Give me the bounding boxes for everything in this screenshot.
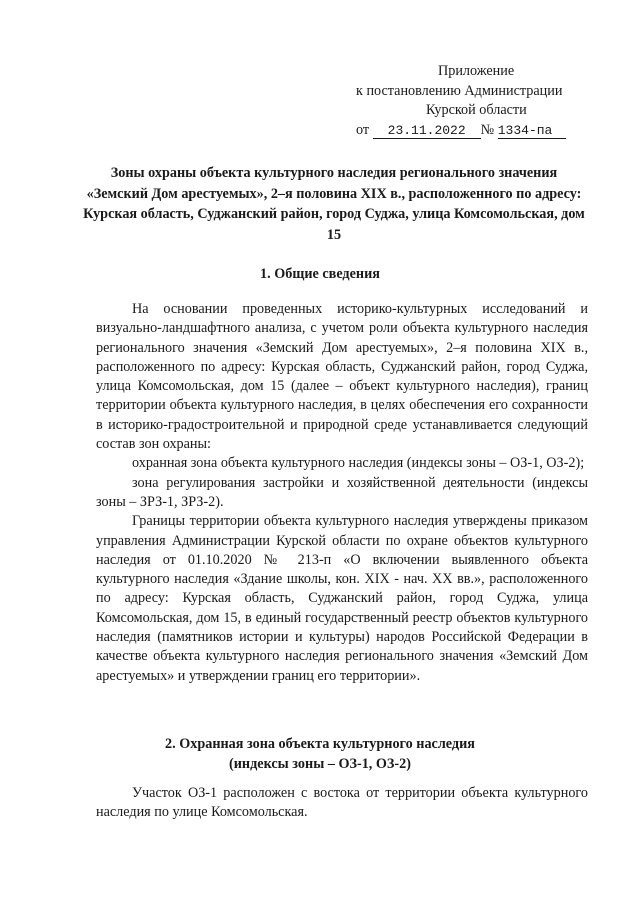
from-label: от <box>356 121 370 138</box>
section1-body <box>96 300 588 686</box>
appendix-resolution: к постановлению Администрации <box>356 82 563 99</box>
number-label: № <box>480 121 495 138</box>
appendix-block <box>356 62 596 140</box>
section1-paragraph-2: охранная зона объекта культурного наследия (индексы зоны – ОЗ-1, ОЗ-2); <box>132 455 585 472</box>
appendix-date-line <box>356 121 596 141</box>
section2-body <box>96 784 588 823</box>
appendix-region: Курской области <box>426 102 527 118</box>
section2-heading-line1: 2. Охранная зона объекта культурного наследия <box>165 736 475 752</box>
section1-heading: 1. Общие сведения <box>260 266 380 282</box>
appendix-title: Приложение <box>438 63 515 79</box>
section2-heading <box>0 734 640 774</box>
document-date: 23.11.2022 <box>373 123 481 139</box>
section1-paragraph-3: зона регулирования застройки и хозяйственной деятельности (индексы зоны – ЗРЗ-1, ЗРЗ-2). <box>96 474 588 510</box>
document-number: 1334-па <box>498 123 566 139</box>
document-title: Зоны охраны объекта культурного наследия регионального значения «Земский Дом арестуемых», 2–я половина XIX в., расположенного по адресу: Курская область, Суджанский район, город Суджа, улица Комсомольская, дом 15 <box>83 165 585 243</box>
section2-paragraph-1: Участок ОЗ-1 расположен с востока от территории объекта культурного наследия по улице Комсомольская. <box>96 785 588 821</box>
section1-paragraph-1: На основании проведенных историко-культурных исследований и визуально-ландшафтного анализа, с учетом роли объекта культурного наследия регионального значения «Земский Дом арестуемых», 2–я половина XIX в., расположенного по адресу: Курская область, Суджанский район, город Суджа, улица Комсомольская, дом 15 (далее – объект культурного наследия), границ территории объекта культурного наследия, в целях обеспечения его сохранности в историко-градостроительной и природной среде устанавливается следующий состав зон охраны: <box>96 301 588 453</box>
section2-heading-line2: (индексы зоны – ОЗ-1, ОЗ-2) <box>229 756 411 772</box>
section1-paragraph-4: Границы территории объекта культурного наследия утверждены приказом управления Администрации Курской области по охране объектов культурного наследия от 01.10.2020 № 213-п «О включении выявленного объекта культурного наследия «Здание школы, кон. XIX - нач. XX вв.», расположенного по адресу: Курская область, Суджанский район, город Суджа, улица Комсомольская, дом 15, в единый государственный реестр объектов культурного наследия (памятников истории и культуры) народов Российской Федерации в качестве объекта культурного наследия регионального значения «Земский Дом арестуемых» и утверждении границ его территории». <box>96 513 588 684</box>
